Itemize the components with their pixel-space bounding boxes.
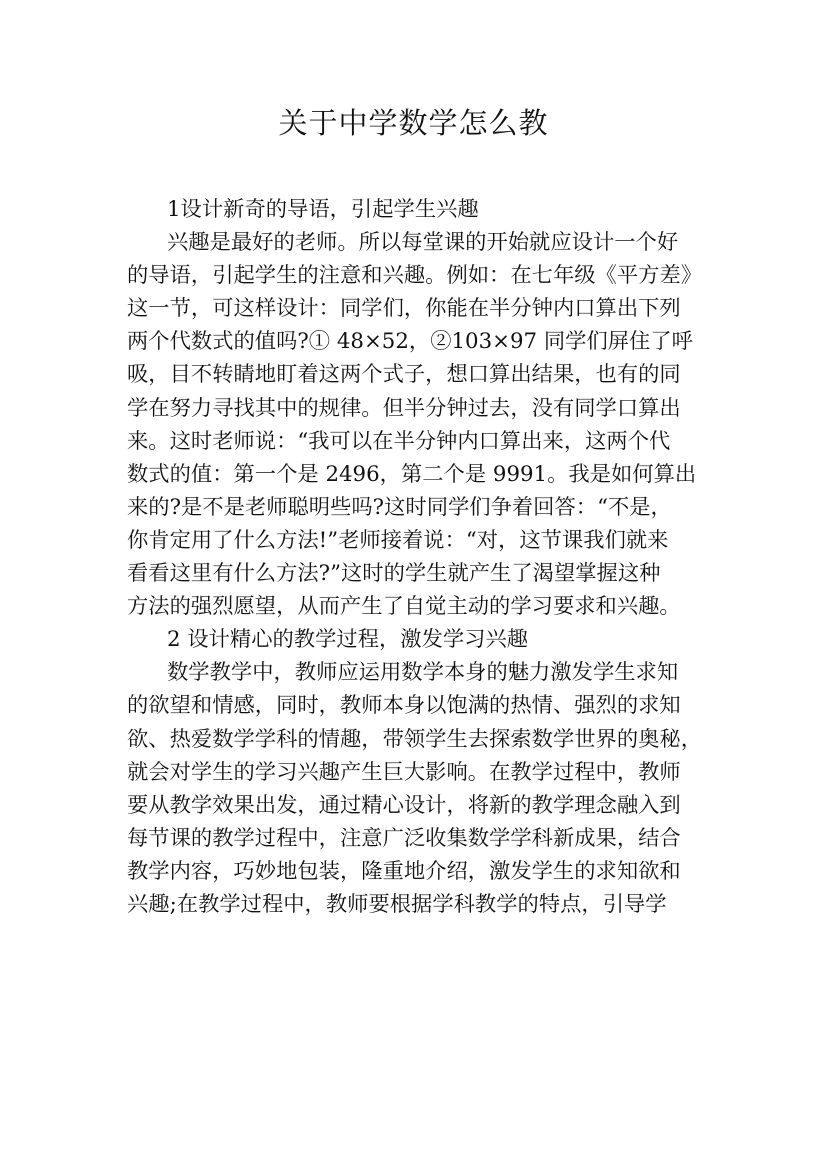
text-line: 两个代数式的值吗?① 48×52，②103×97 同学们屏住了呼 — [127, 329, 693, 355]
text-line: 来。这时老师说：“我可以在半分钟内口算出来，这两个代 — [127, 428, 671, 454]
text-line: 2 设计精心的教学过程，激发学习兴趣 — [167, 627, 529, 653]
text-line: 就会对学生的学习兴趣产生巨大影响。在教学过程中，教师 — [127, 759, 681, 785]
document-body — [127, 193, 727, 921]
text-line: 来的?是不是老师聪明些吗?这时同学们争着回答：“不是， — [127, 494, 672, 520]
text-line: 这一节，可这样设计：同学们，你能在半分钟内口算出下列 — [127, 296, 681, 322]
text-line: 吸，目不转睛地盯着这两个式子，想口算出结果，也有的同 — [127, 362, 681, 388]
text-line: 学在努力寻找其中的规律。但半分钟过去，没有同学口算出 — [127, 395, 681, 421]
document-title: 关于中学数学怎么教 — [278, 106, 549, 140]
text-line: 1设计新奇的导语，引起学生兴趣 — [167, 197, 479, 222]
text-line: 看看这里有什么方法?”这时的学生就产生了渴望掌握这种 — [127, 561, 661, 587]
text-line: 的欲望和情感，同时，教师本身以饱满的热情、强烈的求知 — [127, 693, 681, 719]
text-line: 的导语，引起学生的注意和兴趣。例如：在七年级《平方差》 — [127, 263, 703, 289]
text-line: 数式的值：第一个是 2496，第二个是 9991。我是如何算出 — [127, 461, 697, 487]
text-line: 方法的强烈愿望，从而产生了自觉主动的学习要求和兴趣。 — [127, 594, 681, 620]
text-line: 欲、热爱数学学科的情趣，带领学生去探索数学世界的奥秘， — [127, 726, 703, 752]
text-line: 要从教学效果出发，通过精心设计，将新的教学理念融入到 — [127, 792, 681, 818]
text-line: 每节课的教学过程中，注意广泛收集数学学科新成果，结合 — [127, 825, 681, 851]
text-line: 兴趣;在教学过程中，教师要根据学科教学的特点，引导学 — [127, 891, 667, 917]
text-line: 数学教学中，教师应运用数学本身的魅力激发学生求知 — [167, 660, 679, 686]
text-line: 你肯定用了什么方法!”老师接着说：“对，这节课我们就来 — [127, 527, 669, 553]
text-line: 教学内容，巧妙地包装，隆重地介绍，激发学生的求知欲和 — [127, 858, 681, 884]
text-line: 兴趣是最好的老师。所以每堂课的开始就应设计一个好 — [167, 230, 679, 256]
